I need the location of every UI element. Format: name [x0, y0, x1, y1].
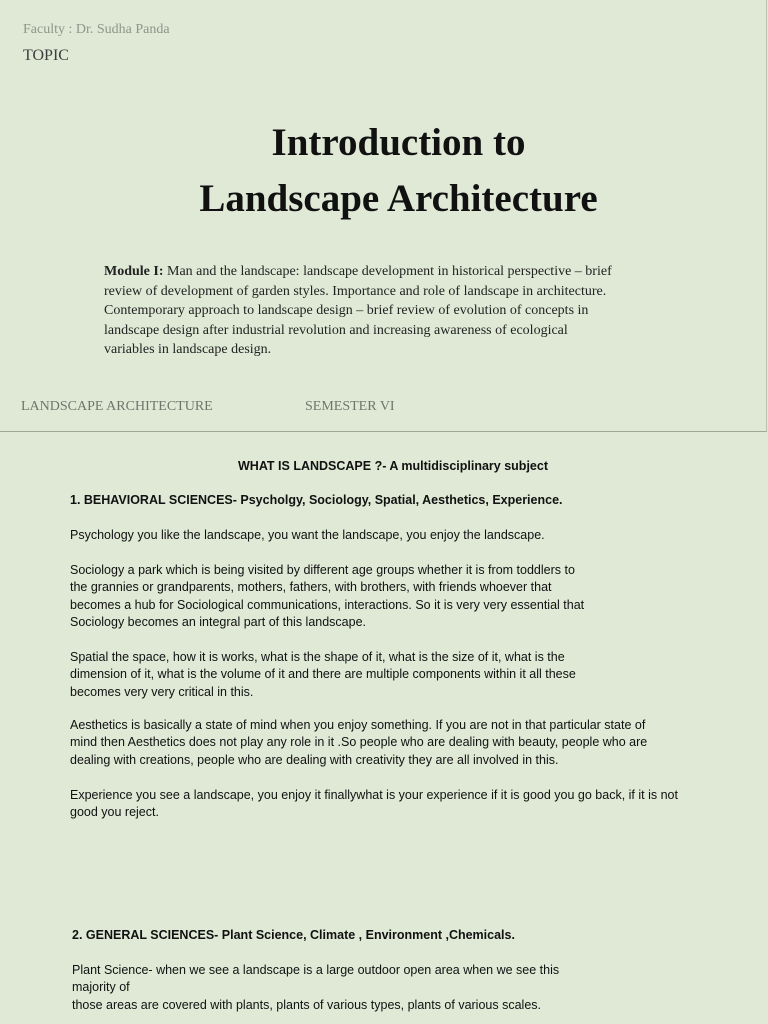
text-line: dimension of it, what is the volume of it and there are multiple components within it all these	[70, 667, 576, 682]
text-line: Sociology becomes an integral part of this landscape.	[70, 614, 367, 629]
text-line: Experience you see a landscape, you enjoy it finallywhat is your experience if it is good you go back, if it is not	[70, 788, 678, 802]
title-line-2: Landscape Architecture	[199, 177, 598, 220]
text-line: good you reject.	[70, 805, 159, 820]
psychology-paragraph: Psychology you like the landscape, you want the landscape, you enjoy the landscape.	[70, 528, 545, 542]
slide-title	[0, 115, 768, 227]
text-line: dealing with creations, people who are dealing with creativity they are all involved in this.	[70, 752, 559, 767]
experience-paragraph	[70, 787, 678, 822]
footer-course: LANDSCAPE ARCHITECTURE	[21, 399, 213, 414]
text-line: Plant Science- when we see a landscape is a large outdoor open area when we see this	[72, 963, 560, 977]
module-line: landscape design after industrial revolution and increasing awareness of ecological	[104, 322, 568, 338]
module-line: review of development of garden styles. Importance and role of landscape in architecture.	[104, 283, 607, 299]
faculty-label: Faculty : Dr. Sudha Panda	[23, 22, 170, 37]
aesthetics-paragraph	[70, 717, 647, 769]
text-line: Sociology a park which is being visited by different age groups whether it is from toddlers to	[70, 563, 575, 577]
title-line-1: Introduction to	[271, 121, 526, 164]
text-line: Aesthetics is basically a state of mind when you enjoy something. If you are not in that particular state of	[70, 718, 646, 732]
section-heading: WHAT IS LANDSCAPE ?- A multidisciplinary subject	[238, 459, 548, 473]
text-line: mind then Aesthetics does not play any role in it .So people who are dealing with beauty, people who are	[70, 735, 648, 750]
module-line: variables in landscape design.	[104, 342, 272, 357]
notes-page	[0, 433, 768, 1024]
text-line: Spatial the space, how it is works, what is the shape of it, what is the size of it, what is the	[70, 650, 565, 664]
title-slide	[0, 0, 767, 432]
text-line: becomes very very critical in this.	[70, 684, 254, 699]
spatial-paragraph	[70, 649, 576, 701]
text-line: majority of	[72, 980, 130, 995]
text-line: those areas are covered with plants, plants of various types, plants of various scales.	[72, 997, 541, 1012]
module-label: Module I:	[104, 264, 164, 279]
text-line: the grannies or grandparents, mothers, fathers, with brothers, with friends whoever that	[70, 580, 552, 595]
topic-label: TOPIC	[23, 47, 69, 64]
module-line: Contemporary approach to landscape design – brief review of evolution of concepts in	[104, 303, 589, 318]
general-heading: 2. GENERAL SCIENCES- Plant Science, Climate , Environment ,Chemicals.	[72, 928, 515, 942]
module-description	[104, 262, 694, 360]
behavioral-heading: 1. BEHAVIORAL SCIENCES- Psycholgy, Sociology, Spatial, Aesthetics, Experience.	[70, 493, 563, 507]
text-line: becomes a hub for Sociological communications, interactions. So it is very very essential that	[70, 597, 585, 612]
module-line: Man and the landscape: landscape development in historical perspective – brief	[163, 264, 612, 279]
plant-paragraph	[72, 962, 559, 1014]
footer-semester: SEMESTER VI	[305, 399, 395, 414]
sociology-paragraph	[70, 562, 584, 631]
